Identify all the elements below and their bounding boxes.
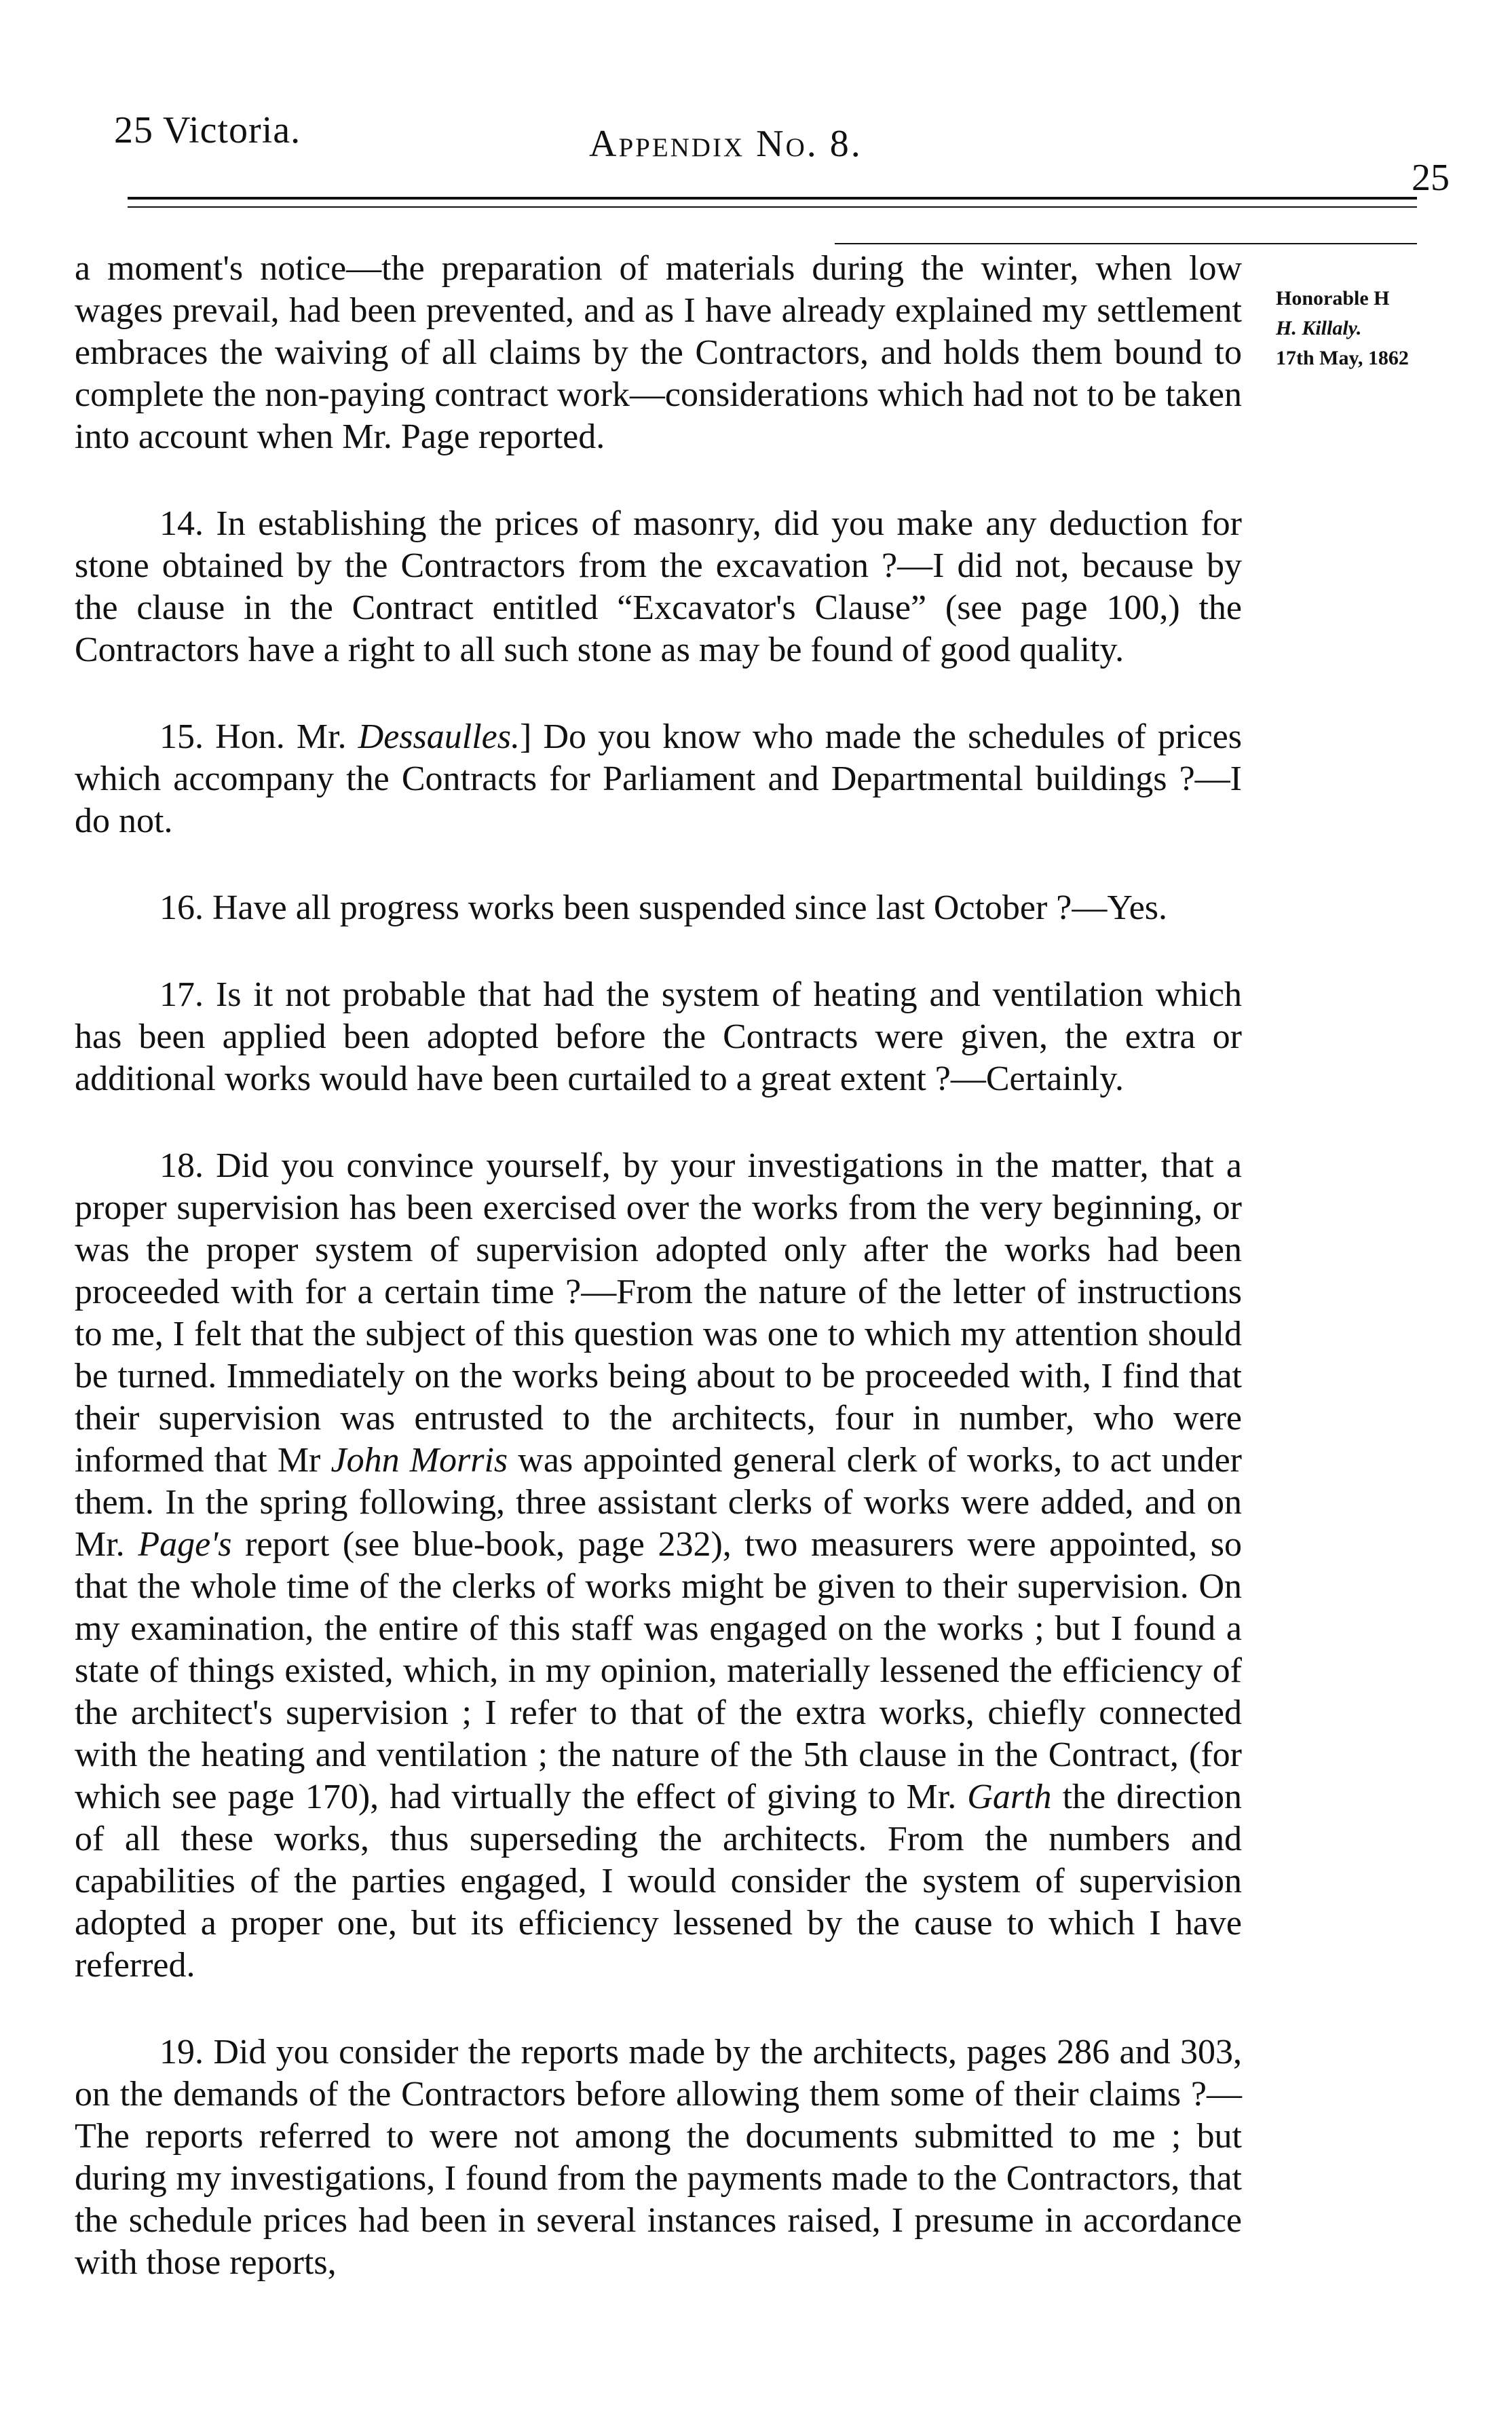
p18-text-a: 18. Did you convince yourself, by your investigations in the matter, that a proper supervision has been exercised over the works from the very beginning, or was the proper system of supervision adopted only after the works had been proceeded with for a certain time ?—From the nature of the letter of instructions to me, I felt that the subject of this question was one to which my attention should be turned. Immediately on the works being about to be proceeded with, I find that their supervision was entrusted to the architects, four in number, who were informed that Mr	[75, 1146, 1242, 1480]
running-head-session: 25 Victoria.	[114, 109, 301, 151]
margin-note-line2: H. Killaly.	[1276, 317, 1362, 339]
page-body	[75, 248, 1242, 2284]
page-number: 25	[1412, 157, 1450, 199]
header-rule-thin	[128, 206, 1417, 208]
p15-text: ] Do you know who made the schedules of prices which accompany the Contracts for Parliament and Departmental buildings ?—I do not.	[75, 717, 1242, 840]
margin-note-line1: Honorable H	[1276, 287, 1390, 309]
p18-text-b: was appointed general clerk of works, to act under them. In the spring following, three assistant clerks of works were added, and on Mr.	[75, 1441, 1242, 1564]
margin-note	[1276, 284, 1500, 373]
paragraph-15	[75, 716, 1242, 842]
margin-note-date: 17th May, 1862	[1276, 347, 1409, 369]
running-head-title: Appendix No. 8.	[589, 123, 863, 165]
p18-name-morris: John Morris	[330, 1441, 508, 1480]
paragraph-14: 14. In establishing the prices of masonry, did you make any deduction for stone obtained by the Contractors from the excavation ?—I did not, because by the clause in the Contract entitled “Excavator's Clause” (see page 100,) the Contractors have a right to all such stone as may be found of good quality.	[75, 504, 1242, 669]
paragraph-continued: a moment's notice—the preparation of materials during the winter, when low wages prevail, had been prevented, and as I have already explained my settlement embraces the waiving of all claims by the Contractors, and holds them bound to complete the non-paying contract work—considerations which had not to be taken into account when Mr. Page reported.	[75, 249, 1242, 456]
paragraph-16: 16. Have all progress works been suspended since last October ?—Yes.	[159, 888, 1168, 927]
p15-prefix: 15. Hon. Mr.	[159, 717, 358, 756]
header-rule-right	[835, 243, 1417, 244]
paragraph-18	[75, 1145, 1242, 1987]
p18-name-garth: Garth	[967, 1778, 1052, 1816]
p18-text-d: the direction of all these works, thus superseding the architects. From the numbers and capabilities of the parties engaged, I would consider the system of supervision adopted a proper one, but its efficiency lessened by the cause to which I have referred.	[75, 1778, 1242, 1985]
p18-text-c: report (see blue-book, page 232), two measurers were appointed, so that the whole time of the clerks of works might be given to their supervision. On my examination, the entire of this staff was engaged on the works ; but I found a state of things existed, which, in my opinion, materially lessened the efficiency of the architect's supervision ; I refer to that of the extra works, chiefly connected with the heating and ventilation ; the nature of the 5th clause in the Contract, (for which see page 170), had virtually the effect of giving to Mr.	[75, 1525, 1243, 1816]
p18-name-page: Page's	[138, 1525, 232, 1564]
paragraph-17: 17. Is it not probable that had the system of heating and ventilation which has been applied been adopted before the Contracts were given, the extra or additional works would have been curtailed to a great extent ?—Certainly.	[75, 975, 1242, 1098]
header-rule-thick	[128, 197, 1417, 200]
paragraph-19: 19. Did you consider the reports made by the architects, pages 286 and 303, on the demands of the Contractors before allowing them some of their claims ?—The reports referred to were not among the documents submitted to me ; but during my investigations, I found from the payments made to the Contractors, that the schedule prices had been in several instances raised, I presume in accordance with those reports,	[75, 2033, 1242, 2282]
p15-name: Dessaulles.	[358, 717, 520, 756]
